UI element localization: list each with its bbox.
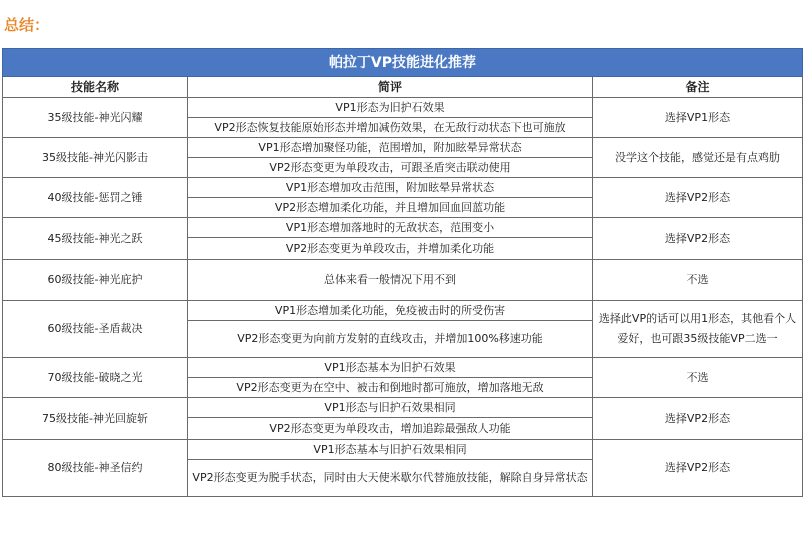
- table-row: [3, 398, 803, 418]
- table-row: [3, 98, 803, 118]
- table-row: [3, 178, 803, 198]
- review-vp1: VP1形态与旧护石效果相同: [188, 398, 593, 418]
- table-row: [3, 260, 803, 301]
- review-vp2: VP2形态增加柔化功能，并且增加回血回蓝功能: [188, 198, 593, 218]
- header-skill-name: 技能名称: [3, 77, 188, 98]
- review-vp1: VP1形态为旧护石效果: [188, 98, 593, 118]
- note: 选择VP2形态: [593, 398, 803, 440]
- review-vp2: VP2形态变更为单段攻击，并增加柔化功能: [188, 238, 593, 260]
- table-row: [3, 301, 803, 321]
- note: 选择VP2形态: [593, 440, 803, 497]
- note: 没学这个技能，感觉还是有点鸡肋: [593, 138, 803, 178]
- skill-name: 60级技能-神光庇护: [3, 260, 188, 301]
- note: 选择VP1形态: [593, 98, 803, 138]
- review-vp1: VP1形态基本为旧护石效果: [188, 358, 593, 378]
- review-vp2: VP2形态变更为向前方发射的直线攻击，并增加100%移速功能: [188, 321, 593, 358]
- skill-name: 35级技能-神光闪耀: [3, 98, 188, 138]
- review-vp2: VP2形态变更为单段攻击，可跟圣盾突击联动使用: [188, 158, 593, 178]
- skill-name: 40级技能-惩罚之锤: [3, 178, 188, 218]
- skill-name: 45级技能-神光之跃: [3, 218, 188, 260]
- review-vp1: VP1形态基本与旧护石效果相同: [188, 440, 593, 460]
- review-vp1: 总体来看一般情况下用不到: [188, 260, 593, 301]
- header-note: 备注: [593, 77, 803, 98]
- note: 选择VP2形态: [593, 218, 803, 260]
- table-row: [3, 440, 803, 460]
- review-vp1: VP1形态增加落地时的无敌状态，范围变小: [188, 218, 593, 238]
- table-row: [3, 138, 803, 158]
- review-vp2: VP2形态变更为在空中、被击和倒地时都可施放，增加落地无敌: [188, 378, 593, 398]
- skill-name: 70级技能-破晓之光: [3, 358, 188, 398]
- skill-name: 35级技能-神光闪影击: [3, 138, 188, 178]
- review-vp1: VP1形态增加攻击范围，附加眩晕异常状态: [188, 178, 593, 198]
- vp-skill-table: [2, 48, 803, 497]
- review-vp2: VP2形态变更为单段攻击，增加追踪最强敌人功能: [188, 418, 593, 440]
- table-title-row: [3, 49, 803, 77]
- review-vp1: VP1形态增加聚怪功能，范围增加，附加眩晕异常状态: [188, 138, 593, 158]
- skill-name: 75级技能-神光回旋斩: [3, 398, 188, 440]
- header-review: 简评: [188, 77, 593, 98]
- review-vp1: VP1形态增加柔化功能，免疫被击时的所受伤害: [188, 301, 593, 321]
- summary-heading: 总结：: [4, 16, 50, 34]
- skill-name: 60级技能-圣盾裁决: [3, 301, 188, 358]
- review-vp2: VP2形态变更为脱手状态，同时由大天使米歇尔代替施放技能，解除自身异常状态: [188, 460, 593, 497]
- review-vp2: VP2形态恢复技能原始形态并增加减伤效果，在无敌行动状态下也可施放: [188, 118, 593, 138]
- table-row: [3, 218, 803, 238]
- note: 选择VP2形态: [593, 178, 803, 218]
- table-title: 帕拉丁VP技能进化推荐: [3, 49, 803, 77]
- note: 不选: [593, 358, 803, 398]
- skill-name: 80级技能-神圣信约: [3, 440, 188, 497]
- table-row: [3, 358, 803, 378]
- table-header-row: [3, 77, 803, 98]
- note: 不选: [593, 260, 803, 301]
- note: 选择此VP的话可以用1形态，其他看个人爱好，也可跟35级技能VP二选一: [593, 301, 803, 358]
